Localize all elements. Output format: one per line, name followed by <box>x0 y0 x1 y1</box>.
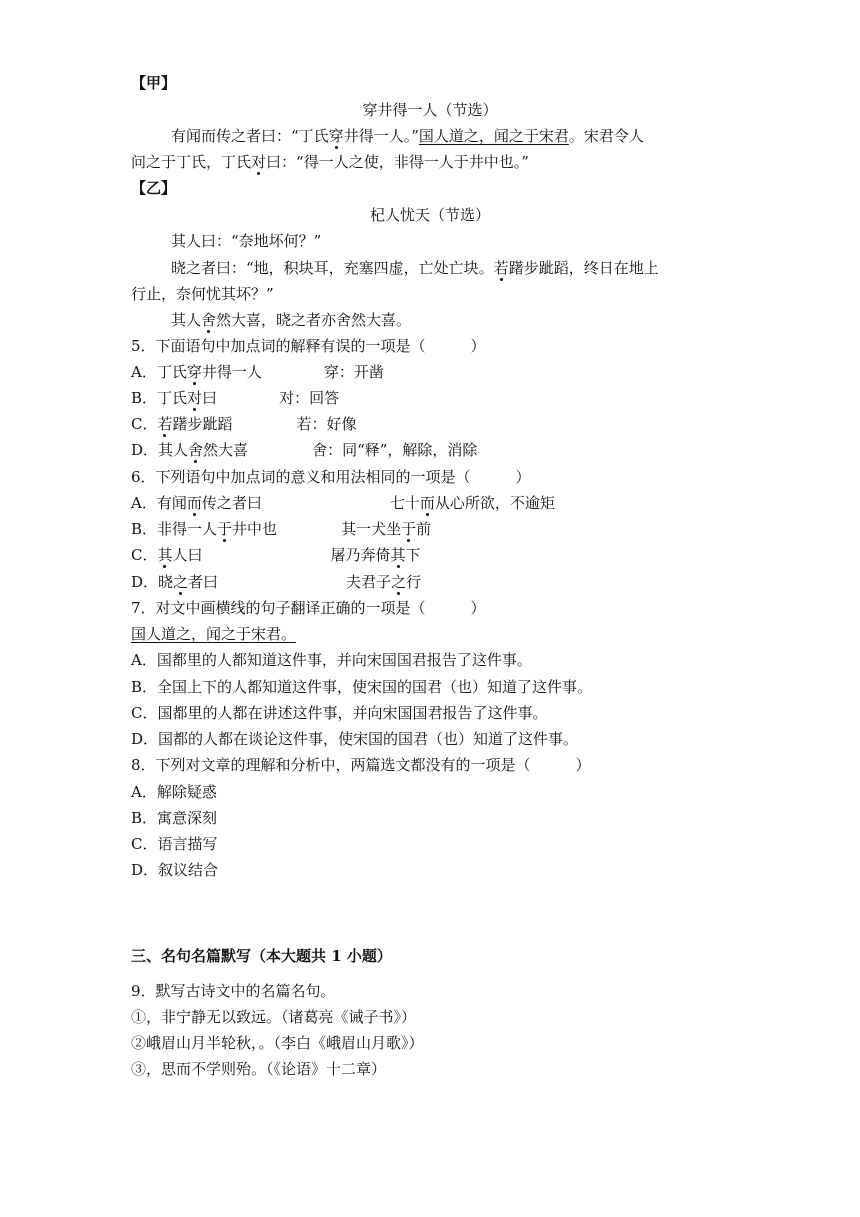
q8-option-d[interactable]: D．叙议结合 <box>131 861 219 879</box>
passage-yi-line-3: 行止，奈何忧其坏？” <box>131 285 274 303</box>
section-3-heading: 三、名句名篇默写（本大题共 1 小题） <box>131 947 392 965</box>
passage-yi-line-2: 晓之者曰：“地，积块耳，充塞四虚，亡处亡块。若躇步跐蹈，终日在地上 <box>171 259 659 277</box>
passage-jia-title: 穿井得一人（节选） <box>362 101 498 119</box>
dotted-char: 舍 <box>201 311 217 329</box>
dotted-char: 若 <box>493 259 509 277</box>
q6-option-a[interactable]: A．有闻而传之者曰 七十而从心所欲，不逾矩 <box>131 494 555 512</box>
passage-jia-line-1: 有闻而传之者曰：“丁氏穿井得一人。”国人道之，闻之于宋君。宋君令人 <box>171 127 644 145</box>
q6-option-b[interactable]: B．非得一人于井中也 其一犬坐于前 <box>131 520 432 538</box>
passage-yi-line-4: 其人舍然大喜，晓之者亦舍然大喜。 <box>171 311 412 329</box>
q7-quote: 国人道之，闻之于宋君。 <box>131 625 297 643</box>
q7-option-b[interactable]: B．全国上下的人都知道这件事，使宋国的国君（也）知道了这件事。 <box>131 678 593 696</box>
q8-stem: 8．下列对文章的理解和分析中，两篇选文都没有的一项是（ ） <box>131 756 591 774</box>
q9-item-3[interactable]: ③，思而不学则殆。（《论语》十二章） <box>131 1060 387 1078</box>
q5-option-d[interactable]: D．其人舍然大喜 舍：同“释”，解除，消除 <box>131 441 478 459</box>
q5-option-a[interactable]: A．丁氏穿井得一人 穿：开凿 <box>131 363 384 381</box>
q9-stem: 9．默写古诗文中的名篇名句。 <box>131 982 336 1000</box>
passage-yi-line-1: 其人曰：“奈地坏何？” <box>171 232 322 250</box>
q5-option-c[interactable]: C．若躇步跐蹈 若：好像 <box>131 415 357 433</box>
q7-option-c[interactable]: C．国都里的人都在讲述这件事，并向宋国国君报告了这件事。 <box>131 704 548 722</box>
passage-jia-label: 【甲】 <box>131 74 177 92</box>
q8-option-a[interactable]: A．解除疑惑 <box>131 783 217 801</box>
q8-option-c[interactable]: C．语言描写 <box>131 835 218 853</box>
dotted-char: 穿 <box>328 127 344 145</box>
q7-option-d[interactable]: D．国都的人都在谈论这件事，使宋国的国君（也）知道了这件事。 <box>131 730 579 748</box>
q9-item-1[interactable]: ①，非宁静无以致远。（诸葛亮《诫子书》） <box>131 1008 417 1026</box>
passage-yi-title: 杞人忧天（节选） <box>369 206 490 224</box>
q5-stem: 5．下面语句中加点词的解释有误的一项是（ ） <box>131 337 486 355</box>
q6-stem: 6．下列语句中加点词的意义和用法相同的一项是（ ） <box>131 468 531 486</box>
q6-option-c[interactable]: C．其人曰 屠乃奔倚其下 <box>131 546 421 564</box>
passage-yi-label: 【乙】 <box>131 179 177 197</box>
q6-option-d[interactable]: D．晓之者曰 夫君子之行 <box>131 573 422 591</box>
q7-option-a[interactable]: A．国都里的人都知道这件事，并向宋国国君报告了这件事。 <box>131 651 532 669</box>
passage-jia-line-2: 问之于丁氏，丁氏对曰：“得一人之使，非得一人于井中也。” <box>131 153 529 171</box>
q8-option-b[interactable]: B．寓意深刻 <box>131 809 218 827</box>
q7-stem: 7．对文中画横线的句子翻译正确的一项是（ ） <box>131 599 486 617</box>
q9-item-2[interactable]: ②峨眉山月半轮秋，。（李白《峨眉山月歌》） <box>131 1034 424 1052</box>
underlined-sentence: 国人道之，闻之于宋君 <box>418 127 569 145</box>
q5-option-b[interactable]: B．丁氏对曰 对：回答 <box>131 389 340 407</box>
dotted-char: 对 <box>251 153 267 171</box>
